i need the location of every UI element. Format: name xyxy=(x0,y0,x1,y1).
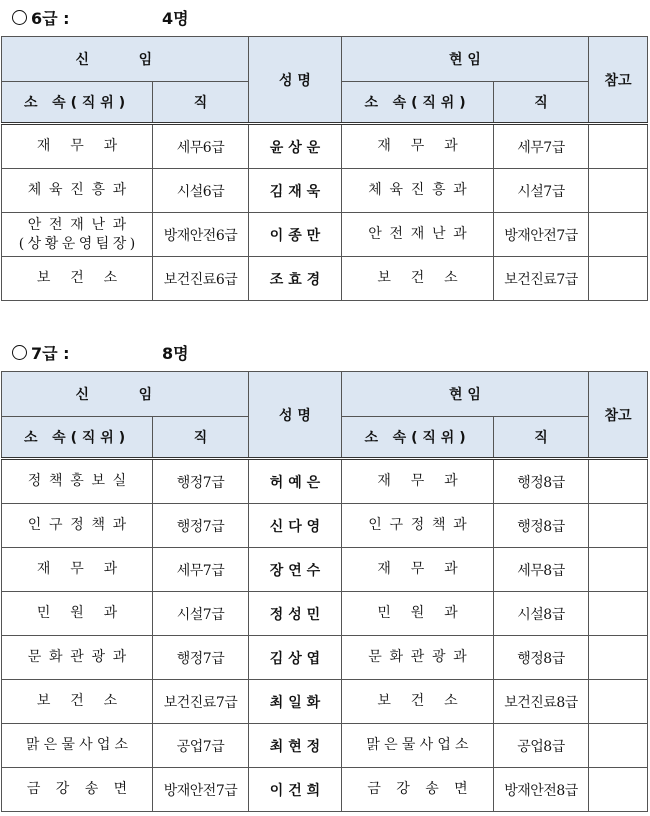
cur-dept-cell: 인구정책과 xyxy=(342,504,494,548)
name-cell: 이건희 xyxy=(249,768,342,812)
remarks-cell xyxy=(589,504,648,548)
header-cur-dept: 소 속(직위) xyxy=(342,417,494,459)
header-new-rank: 직 xyxy=(153,417,249,459)
name-cell: 정성민 xyxy=(249,592,342,636)
cur-dept-cell: 보 건 소 xyxy=(342,257,494,301)
new-dept-cell: 재 무 과 xyxy=(2,548,153,592)
remarks-cell xyxy=(589,636,648,680)
cur-rank-cell: 시설8급 xyxy=(494,592,589,636)
cur-dept-cell: 금강송면 xyxy=(342,768,494,812)
new-dept-cell: 문화관광과 xyxy=(2,636,153,680)
cur-dept-cell: 민 원 과 xyxy=(342,592,494,636)
cur-rank-cell: 행정8급 xyxy=(494,504,589,548)
new-dept-cell: 민 원 과 xyxy=(2,592,153,636)
cur-dept-cell: 보 건 소 xyxy=(342,680,494,724)
new-rank-cell: 시설7급 xyxy=(153,592,249,636)
table-row xyxy=(2,504,648,548)
cur-rank-cell: 세무8급 xyxy=(494,548,589,592)
cur-rank-cell: 보건진료7급 xyxy=(494,257,589,301)
header-current-post: 현 임 xyxy=(342,372,589,417)
table-row xyxy=(2,592,648,636)
header-new-dept: 소 속(직위) xyxy=(2,82,153,124)
cur-rank-cell: 방재안전7급 xyxy=(494,213,589,257)
table-row xyxy=(2,124,648,169)
name-cell: 신다영 xyxy=(249,504,342,548)
section-title-grade7 xyxy=(12,341,189,364)
new-dept-main: 안전재난과 xyxy=(27,216,134,233)
cur-rank-cell: 보건진료8급 xyxy=(494,680,589,724)
remarks-cell xyxy=(589,724,648,768)
table-row xyxy=(2,169,648,213)
new-dept-cell: 금강송면 xyxy=(2,768,153,812)
cur-rank-cell: 방재안전8급 xyxy=(494,768,589,812)
remarks-cell xyxy=(589,169,648,213)
new-dept-cell: 보 건 소 xyxy=(2,257,153,301)
new-dept-sub: (상황운영팀장) xyxy=(18,235,139,252)
name-cell: 윤상운 xyxy=(249,124,342,169)
new-dept-cell: 정책홍보실 xyxy=(2,459,153,504)
remarks-cell xyxy=(589,592,648,636)
name-cell: 최현정 xyxy=(249,724,342,768)
new-dept-cell: 재 무 과 xyxy=(2,124,153,169)
cur-dept-cell: 문화관광과 xyxy=(342,636,494,680)
name-cell: 조효경 xyxy=(249,257,342,301)
header-cur-rank: 직 xyxy=(494,82,589,124)
roster-table-grade7 xyxy=(1,371,648,812)
table-row xyxy=(2,768,648,812)
remarks-cell xyxy=(589,768,648,812)
cur-rank-cell: 시설7급 xyxy=(494,169,589,213)
cur-dept-cell: 재 무 과 xyxy=(342,459,494,504)
header-cur-dept: 소 속(직위) xyxy=(342,82,494,124)
header-name: 성 명 xyxy=(249,37,342,124)
cur-dept-cell: 재 무 과 xyxy=(342,124,494,169)
section-title-grade6 xyxy=(12,6,189,29)
cur-dept-cell: 재 무 과 xyxy=(342,548,494,592)
header-new-rank: 직 xyxy=(153,82,249,124)
new-dept-cell: 인구정책과 xyxy=(2,504,153,548)
cur-dept-cell: 안전재난과 xyxy=(342,213,494,257)
remarks-cell xyxy=(589,680,648,724)
new-dept-cell: 보 건 소 xyxy=(2,680,153,724)
name-cell: 이종만 xyxy=(249,213,342,257)
circle-bullet-icon xyxy=(12,345,27,360)
header-current-post: 현 임 xyxy=(342,37,589,82)
table-row xyxy=(2,548,648,592)
remarks-cell xyxy=(589,257,648,301)
new-rank-cell: 방재안전7급 xyxy=(153,768,249,812)
name-cell: 허예은 xyxy=(249,459,342,504)
name-cell: 최일화 xyxy=(249,680,342,724)
new-rank-cell: 보건진료7급 xyxy=(153,680,249,724)
new-rank-cell: 공업7급 xyxy=(153,724,249,768)
roster-table-grade6 xyxy=(1,36,648,301)
cur-rank-cell: 행정8급 xyxy=(494,459,589,504)
new-rank-cell: 세무7급 xyxy=(153,548,249,592)
header-remarks: 참고 xyxy=(589,37,648,124)
circle-bullet-icon xyxy=(12,10,27,25)
remarks-cell xyxy=(589,124,648,169)
cur-rank-cell: 공업8급 xyxy=(494,724,589,768)
new-rank-cell: 방재안전6급 xyxy=(153,213,249,257)
count-label: 4명 xyxy=(162,9,189,28)
grade-label: 7급 : xyxy=(31,344,70,363)
cur-rank-cell: 행정8급 xyxy=(494,636,589,680)
grade-label: 6급 : xyxy=(31,9,70,28)
header-new-dept: 소 속(직위) xyxy=(2,417,153,459)
new-rank-cell: 행정7급 xyxy=(153,504,249,548)
cur-dept-cell: 맑은물사업소 xyxy=(342,724,494,768)
new-rank-cell: 행정7급 xyxy=(153,459,249,504)
new-dept-cell: 체육진흥과 xyxy=(2,169,153,213)
header-remarks: 참고 xyxy=(589,372,648,459)
cur-dept-cell: 체육진흥과 xyxy=(342,169,494,213)
remarks-cell xyxy=(589,548,648,592)
new-rank-cell: 행정7급 xyxy=(153,636,249,680)
new-rank-cell: 보건진료6급 xyxy=(153,257,249,301)
name-cell: 김상엽 xyxy=(249,636,342,680)
cur-rank-cell: 세무7급 xyxy=(494,124,589,169)
table-row xyxy=(2,636,648,680)
header-new-post: 신 임 xyxy=(2,372,249,417)
table-row xyxy=(2,257,648,301)
new-dept-cell xyxy=(2,213,153,257)
table-row xyxy=(2,724,648,768)
table-row xyxy=(2,459,648,504)
table-row xyxy=(2,213,648,257)
new-rank-cell: 시설6급 xyxy=(153,169,249,213)
remarks-cell xyxy=(589,459,648,504)
name-cell: 장연수 xyxy=(249,548,342,592)
header-cur-rank: 직 xyxy=(494,417,589,459)
count-label: 8명 xyxy=(162,344,189,363)
name-cell: 김재욱 xyxy=(249,169,342,213)
new-rank-cell: 세무6급 xyxy=(153,124,249,169)
new-dept-cell: 맑은물사업소 xyxy=(2,724,153,768)
remarks-cell xyxy=(589,213,648,257)
header-name: 성 명 xyxy=(249,372,342,459)
header-new-post: 신 임 xyxy=(2,37,249,82)
table-row xyxy=(2,680,648,724)
